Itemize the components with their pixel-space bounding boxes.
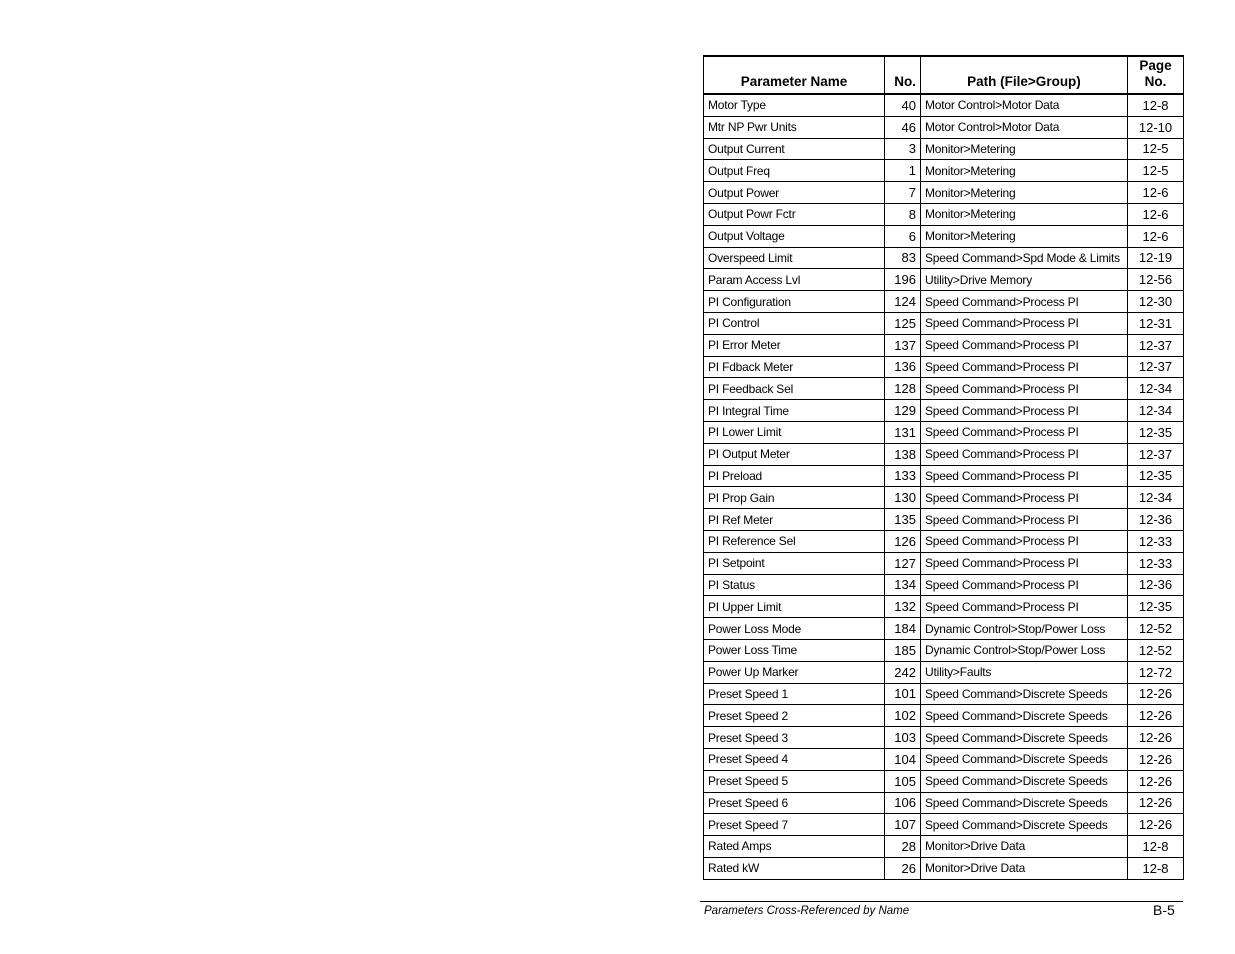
page-number-cell: 12-6 [1128,182,1184,204]
parameter-path-cell: Dynamic Control>Stop/Power Loss [921,639,1128,661]
parameter-name-cell: Power Loss Mode [704,618,885,640]
parameter-path-cell: Speed Command>Process PI [921,312,1128,334]
parameter-path-cell: Utility>Faults [921,661,1128,683]
parameter-number-cell: 1 [885,160,921,182]
parameter-number-cell: 133 [885,465,921,487]
parameter-name-cell: PI Preload [704,465,885,487]
parameter-number-cell: 46 [885,116,921,138]
parameter-name-cell: Param Access Lvl [704,269,885,291]
page-number-cell: 12-26 [1128,792,1184,814]
parameter-name-cell: Output Freq [704,160,885,182]
parameter-path-cell: Speed Command>Discrete Speeds [921,814,1128,836]
parameter-number-cell: 124 [885,291,921,313]
parameter-path-cell: Speed Command>Process PI [921,356,1128,378]
page-number-cell: 12-33 [1128,530,1184,552]
parameter-number-cell: 134 [885,574,921,596]
page-number-cell: 12-33 [1128,552,1184,574]
parameter-name-cell: Mtr NP Pwr Units [704,116,885,138]
page-number-cell: 12-5 [1128,138,1184,160]
table-row [704,247,1184,269]
page-number-cell: 12-52 [1128,639,1184,661]
parameter-number-cell: 26 [885,857,921,879]
parameter-path-cell: Monitor>Metering [921,225,1128,247]
parameter-name-cell: Rated Amps [704,836,885,858]
page-number-cell: 12-34 [1128,487,1184,509]
table-row [704,639,1184,661]
table-row [704,116,1184,138]
header-parameter-name: Parameter Name [704,56,885,94]
page-number-cell: 12-26 [1128,705,1184,727]
parameter-number-cell: 125 [885,312,921,334]
page-number-cell: 12-34 [1128,400,1184,422]
footer-title: Parameters Cross-Referenced by Name [704,905,910,917]
parameter-name-cell: Preset Speed 5 [704,770,885,792]
table-row [704,792,1184,814]
parameter-name-cell: PI Control [704,312,885,334]
table-row [704,530,1184,552]
table-row [704,552,1184,574]
parameter-path-cell: Speed Command>Discrete Speeds [921,705,1128,727]
table-row [704,203,1184,225]
table-row [704,705,1184,727]
page-number-cell: 12-56 [1128,269,1184,291]
table-row [704,443,1184,465]
table-row [704,748,1184,770]
parameter-name-cell: PI Error Meter [704,334,885,356]
table-row [704,182,1184,204]
parameter-path-cell: Monitor>Metering [921,203,1128,225]
parameter-name-cell: Rated kW [704,857,885,879]
parameter-path-cell: Speed Command>Process PI [921,465,1128,487]
page-number-cell: 12-72 [1128,661,1184,683]
page-number-cell: 12-36 [1128,574,1184,596]
page-number-cell: 12-35 [1128,465,1184,487]
parameter-number-cell: 130 [885,487,921,509]
parameter-name-cell: PI Fdback Meter [704,356,885,378]
page-number-cell: 12-37 [1128,334,1184,356]
parameter-number-cell: 105 [885,770,921,792]
parameter-name-cell: Preset Speed 3 [704,727,885,749]
parameter-path-cell: Speed Command>Discrete Speeds [921,727,1128,749]
parameter-path-cell: Speed Command>Process PI [921,530,1128,552]
parameter-table [703,55,1184,880]
parameter-path-cell: Speed Command>Discrete Speeds [921,748,1128,770]
parameter-number-cell: 83 [885,247,921,269]
page-number-cell: 12-35 [1128,596,1184,618]
parameter-number-cell: 137 [885,334,921,356]
parameter-number-cell: 185 [885,639,921,661]
parameter-name-cell: Preset Speed 6 [704,792,885,814]
table-row [704,225,1184,247]
parameter-name-cell: PI Reference Sel [704,530,885,552]
table-row [704,160,1184,182]
parameter-name-cell: PI Output Meter [704,443,885,465]
parameter-number-cell: 101 [885,683,921,705]
header-page-number: Page No. [1128,56,1184,94]
parameter-name-cell: Preset Speed 2 [704,705,885,727]
page-number-cell: 12-26 [1128,748,1184,770]
parameter-name-cell: Output Powr Fctr [704,203,885,225]
parameter-name-cell: Output Power [704,182,885,204]
page-number-cell: 12-30 [1128,291,1184,313]
page-number-cell: 12-26 [1128,770,1184,792]
parameter-path-cell: Speed Command>Discrete Speeds [921,770,1128,792]
table-body [704,94,1184,879]
parameter-name-cell: Power Up Marker [704,661,885,683]
parameter-name-cell: PI Lower Limit [704,421,885,443]
parameter-number-cell: 132 [885,596,921,618]
parameter-number-cell: 3 [885,138,921,160]
table-row [704,596,1184,618]
page-number-cell: 12-26 [1128,814,1184,836]
parameter-number-cell: 128 [885,378,921,400]
page-number-cell: 12-6 [1128,203,1184,225]
parameter-path-cell: Speed Command>Discrete Speeds [921,683,1128,705]
parameter-path-cell: Speed Command>Process PI [921,574,1128,596]
parameter-number-cell: 242 [885,661,921,683]
parameter-path-cell: Speed Command>Process PI [921,487,1128,509]
page-number-cell: 12-34 [1128,378,1184,400]
table-row [704,312,1184,334]
parameter-name-cell: PI Ref Meter [704,509,885,531]
table-row [704,378,1184,400]
parameter-path-cell: Speed Command>Process PI [921,552,1128,574]
parameter-number-cell: 103 [885,727,921,749]
parameter-name-cell: PI Configuration [704,291,885,313]
table-row [704,618,1184,640]
parameter-path-cell: Dynamic Control>Stop/Power Loss [921,618,1128,640]
parameter-name-cell: Preset Speed 7 [704,814,885,836]
page-number-cell: 12-37 [1128,443,1184,465]
parameter-name-cell: Output Voltage [704,225,885,247]
parameter-name-cell: Motor Type [704,94,885,116]
parameter-number-cell: 184 [885,618,921,640]
table-row [704,574,1184,596]
table-row [704,356,1184,378]
page-number-cell: 12-8 [1128,836,1184,858]
parameter-path-cell: Speed Command>Process PI [921,596,1128,618]
parameter-path-cell: Speed Command>Process PI [921,334,1128,356]
page-number-cell: 12-35 [1128,421,1184,443]
footer-rule [700,901,1183,902]
parameter-number-cell: 7 [885,182,921,204]
page-number-cell: 12-6 [1128,225,1184,247]
parameter-path-cell: Speed Command>Process PI [921,291,1128,313]
page-number-cell: 12-37 [1128,356,1184,378]
page-number-cell: 12-26 [1128,683,1184,705]
table-row [704,269,1184,291]
parameter-number-cell: 127 [885,552,921,574]
parameter-number-cell: 8 [885,203,921,225]
page-number-cell: 12-5 [1128,160,1184,182]
table-row [704,836,1184,858]
page-number-cell: 12-52 [1128,618,1184,640]
parameter-path-cell: Speed Command>Process PI [921,443,1128,465]
parameter-number-cell: 131 [885,421,921,443]
table-row [704,727,1184,749]
table-row [704,465,1184,487]
table-row [704,683,1184,705]
parameter-path-cell: Speed Command>Discrete Speeds [921,792,1128,814]
page-number-cell: 12-19 [1128,247,1184,269]
parameter-number-cell: 107 [885,814,921,836]
page-number-cell: 12-31 [1128,312,1184,334]
parameter-number-cell: 28 [885,836,921,858]
table-row [704,138,1184,160]
parameter-number-cell: 106 [885,792,921,814]
parameter-number-cell: 136 [885,356,921,378]
parameter-name-cell: PI Integral Time [704,400,885,422]
parameter-name-cell: PI Upper Limit [704,596,885,618]
parameter-path-cell: Motor Control>Motor Data [921,94,1128,116]
parameter-name-cell: Preset Speed 1 [704,683,885,705]
parameter-number-cell: 196 [885,269,921,291]
table-row [704,334,1184,356]
parameter-number-cell: 138 [885,443,921,465]
parameter-name-cell: PI Status [704,574,885,596]
parameter-path-cell: Motor Control>Motor Data [921,116,1128,138]
table-row [704,291,1184,313]
table-row [704,770,1184,792]
parameter-number-cell: 129 [885,400,921,422]
parameter-path-cell: Monitor>Drive Data [921,857,1128,879]
parameter-number-cell: 40 [885,94,921,116]
parameter-number-cell: 126 [885,530,921,552]
page-number-cell: 12-26 [1128,727,1184,749]
table-row [704,94,1184,116]
parameter-name-cell: PI Prop Gain [704,487,885,509]
parameter-number-cell: 6 [885,225,921,247]
parameter-number-cell: 104 [885,748,921,770]
parameter-path-cell: Speed Command>Process PI [921,509,1128,531]
parameter-path-cell: Monitor>Metering [921,160,1128,182]
parameter-path-cell: Monitor>Drive Data [921,836,1128,858]
page-number-cell: 12-36 [1128,509,1184,531]
page-number-cell: 12-10 [1128,116,1184,138]
parameter-name-cell: Output Current [704,138,885,160]
parameter-name-cell: Power Loss Time [704,639,885,661]
parameter-path-cell: Speed Command>Spd Mode & Limits [921,247,1128,269]
table-row [704,421,1184,443]
parameter-path-cell: Utility>Drive Memory [921,269,1128,291]
page-number-cell: 12-8 [1128,94,1184,116]
parameter-path-cell: Monitor>Metering [921,138,1128,160]
parameter-path-cell: Speed Command>Process PI [921,378,1128,400]
parameter-number-cell: 135 [885,509,921,531]
table-row [704,509,1184,531]
table-row [704,400,1184,422]
table-row [704,814,1184,836]
parameter-path-cell: Speed Command>Process PI [921,400,1128,422]
header-path: Path (File>Group) [921,56,1128,94]
parameter-name-cell: Overspeed Limit [704,247,885,269]
header-number: No. [885,56,921,94]
parameter-path-cell: Monitor>Metering [921,182,1128,204]
parameter-name-cell: PI Feedback Sel [704,378,885,400]
page-number-cell: 12-8 [1128,857,1184,879]
page-number: B-5 [1153,902,1175,918]
table-row [704,487,1184,509]
table-header-row [704,56,1184,94]
parameter-name-cell: PI Setpoint [704,552,885,574]
parameter-path-cell: Speed Command>Process PI [921,421,1128,443]
table-row [704,857,1184,879]
parameter-number-cell: 102 [885,705,921,727]
table-row [704,661,1184,683]
parameter-name-cell: Preset Speed 4 [704,748,885,770]
